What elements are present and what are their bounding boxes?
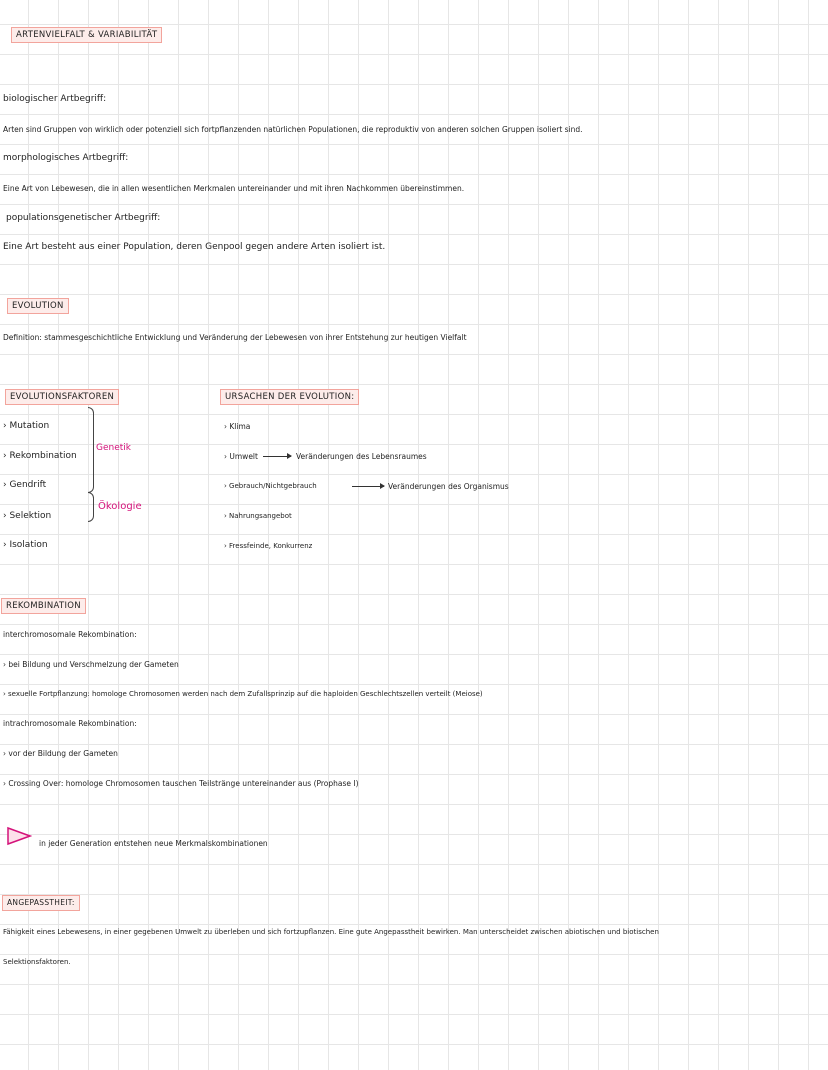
intra-item-2: › Crossing Over: homologe Chromosomen tauschen Teilstränge untereinander aus (Prophase I) xyxy=(3,779,359,788)
pop-species-label: populationsgenetischer Artbegriff: xyxy=(6,213,161,223)
cause-gebrauch-result: Veränderungen des Organismus xyxy=(388,482,509,491)
cause-umwelt: › Umwelt xyxy=(224,452,258,461)
adaptation-text-2: Selektionsfaktoren. xyxy=(3,958,71,966)
evolution-definition: Definition: stammesgeschichtliche Entwicklung und Veränderung der Lebewesen von ihrer Entstehung zur heutigen Vielfalt xyxy=(3,333,467,342)
arrow-icon xyxy=(352,486,384,487)
morph-species-text: Eine Art von Lebewesen, die in allen wesentlichen Merkmalen untereinander und mit ihren Nachkommen übereinstimmen. xyxy=(3,184,465,193)
adaptation-text-1: Fähigkeit eines Lebewesens, in einer gegebenen Umwelt zu überleben und sich fortzupflanzen. Eine gute Angepasstheit bewirken. Man unterscheidet zwischen abiotischen und biotischen xyxy=(3,928,659,936)
triangle-arrow-icon xyxy=(6,826,32,846)
factor-item: › Selektion xyxy=(3,511,52,521)
cause-klima: › Klima xyxy=(224,422,251,431)
arrow-icon xyxy=(263,456,291,457)
genetik-label: Genetik xyxy=(96,443,131,453)
oekologie-brace xyxy=(88,492,94,522)
cause-umwelt-result: Veränderungen des Lebensraumes xyxy=(296,452,427,461)
factors-header: EVOLUTIONSFAKTOREN xyxy=(5,389,119,405)
factor-item: › Mutation xyxy=(3,421,50,431)
evolution-header: EVOLUTION xyxy=(7,298,69,314)
intra-item-1: › vor der Bildung der Gameten xyxy=(3,749,118,758)
recombination-conclusion: in jeder Generation entstehen neue Merkmalskombinationen xyxy=(39,839,268,848)
inter-item-2: › sexuelle Fortpflanzung: homologe Chromosomen werden nach dem Zufallsprinzip auf die haploiden Geschlechtszellen verteilt (Meiose) xyxy=(3,690,483,698)
bio-species-text: Arten sind Gruppen von wirklich oder potenziell sich fortpflanzenden natürlichen Populationen, die reproduktiv von anderen solchen Gruppen isoliert sind. xyxy=(3,125,583,134)
cause-fress: › Fressfeinde, Konkurrenz xyxy=(224,542,313,550)
bio-species-label: biologischer Artbegriff: xyxy=(3,94,107,104)
adaptation-header: ANGEPASSTHEIT: xyxy=(2,895,80,911)
page-title: ARTENVIELFALT & VARIABILITÄT xyxy=(11,27,162,43)
intra-label: intrachromosomale Rekombination: xyxy=(3,719,137,728)
factor-item: › Isolation xyxy=(3,540,48,550)
pop-species-text: Eine Art besteht aus einer Population, deren Genpool gegen andere Arten isoliert ist. xyxy=(3,242,386,252)
oekologie-label: Ökologie xyxy=(98,501,142,512)
factor-item: › Gendrift xyxy=(3,480,47,490)
genetik-brace xyxy=(88,407,94,493)
causes-header: URSACHEN DER EVOLUTION: xyxy=(220,389,359,405)
cause-gebrauch: › Gebrauch/Nichtgebrauch xyxy=(224,482,317,490)
morph-species-label: morphologisches Artbegriff: xyxy=(3,153,129,163)
factor-item: › Rekombination xyxy=(3,451,77,461)
cause-nahrung: › Nahrungsangebot xyxy=(224,512,292,520)
inter-item-1: › bei Bildung und Verschmelzung der Gameten xyxy=(3,660,179,669)
inter-label: interchromosomale Rekombination: xyxy=(3,630,137,639)
recombination-header: REKOMBINATION xyxy=(1,598,86,614)
